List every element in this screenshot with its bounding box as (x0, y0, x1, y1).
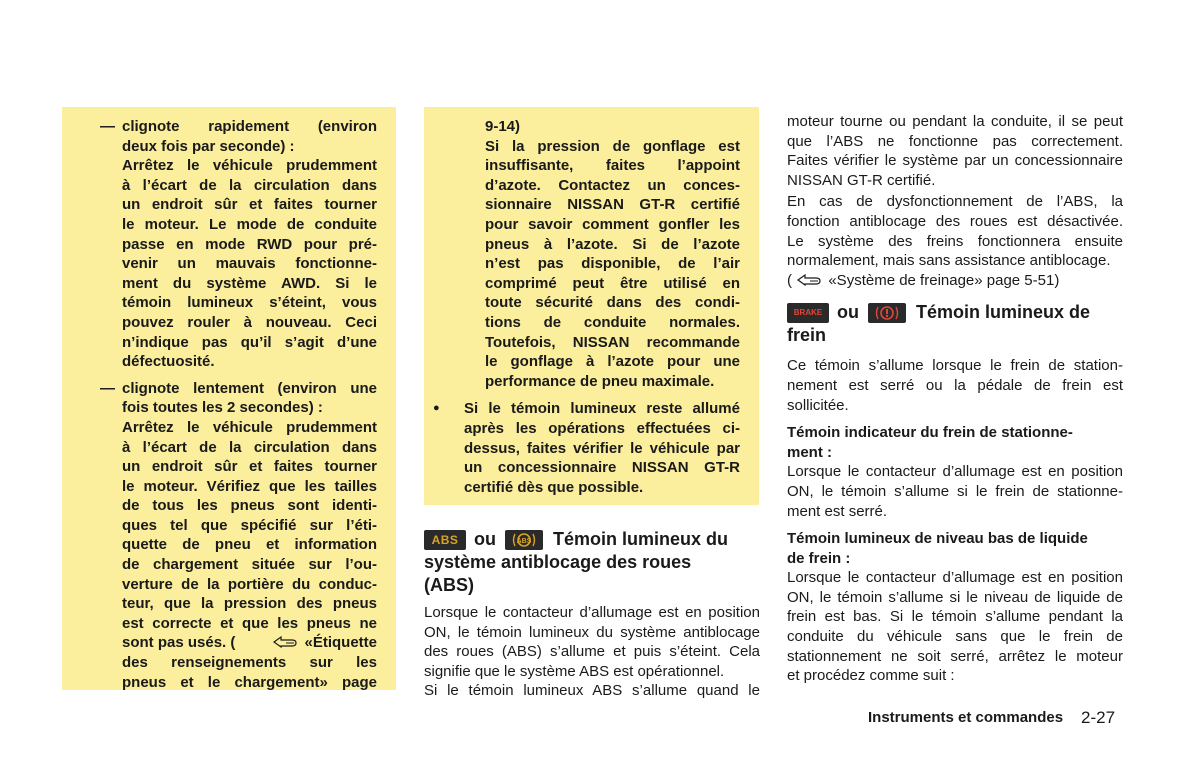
abs-warning-icon (505, 530, 543, 550)
text-line: n’indique pas qu’il s’agit d’une (122, 333, 377, 351)
abs-warning-icon: ABS (424, 530, 466, 550)
heading-title: Témoin lumineux du (553, 529, 729, 549)
reference-hand-icon (272, 635, 300, 649)
text-line: comprimé peut être utilisé en (485, 274, 740, 292)
text-fragment: «Système de freinage» page 5-51) (828, 271, 1060, 289)
text-line: conduite du véhicule sans que le frein de (787, 628, 1123, 646)
heading-ou: ou (474, 529, 496, 549)
text-line: clignote rapidement (environ (122, 118, 377, 135)
brake-warning-icon: BRAKE (787, 303, 829, 323)
text-line: des roues (ABS) s’allume et puis s’éteint. Cela (424, 643, 760, 661)
abs-section-heading (424, 528, 764, 597)
text-line: Si le témoin lumineux reste allumé (464, 400, 740, 418)
text-line: Lorsque le contacteur d’allumage est en position (787, 569, 1123, 587)
text-line: à l’écart de la circulation dans (122, 176, 377, 194)
text-line: un endroit sûr et faites tourner (122, 458, 377, 476)
column-right (787, 112, 1123, 686)
paragraph (787, 568, 1123, 686)
column-left (62, 117, 377, 692)
text-line: pneus à l’azote. Si de l’azote (485, 235, 740, 253)
text-line: pneus et le chargement» page (122, 673, 377, 691)
heading-title: Témoin lumineux de (916, 302, 1091, 323)
subheading (787, 529, 1123, 568)
brake-section-heading (787, 301, 1123, 347)
text-line: de frein : (787, 549, 851, 567)
text-line: quette de pneu et information (122, 536, 377, 554)
paragraph (787, 356, 1123, 415)
text-line: Si le témoin lumineux ABS s’allume quand le (424, 682, 760, 700)
text-line-with-ref (122, 633, 377, 653)
text-line: passe en mode RWD pour pré- (122, 235, 377, 253)
text-line: tions de conduite normales. (485, 313, 740, 331)
text-line: ment : (787, 443, 832, 461)
text-line: moteur tourne ou pendant la conduite, il se peut (787, 113, 1123, 130)
text-line: des renseignements sur les (122, 654, 377, 672)
text-line: le gonflage à l’azote pour une (485, 353, 740, 371)
text-line: stationnement ne soit serré, arrêtez le moteur (787, 647, 1123, 665)
text-line: nement est serré ou la pédale de frein est (787, 376, 1123, 394)
text-line: Le système des freins fonctionnera ensuite (787, 232, 1123, 250)
text-line: est correcte et que les pneus ne (122, 614, 377, 632)
text-line: Lorsque le contacteur d’allumage est en position (424, 604, 760, 621)
text-line: défectuosité. (122, 353, 215, 371)
text-line: certifié dès que possible. (464, 478, 644, 496)
text-line: ON, le témoin s’allume si le niveau de liquide de (787, 588, 1123, 606)
text-line: toute sécurité dans des condi- (485, 294, 740, 312)
text-line: Témoin indicateur du frein de stationne- (787, 424, 1073, 442)
list-item (62, 379, 377, 693)
dash-marker: — (100, 379, 115, 397)
footer-section-title: Instruments et commandes (868, 709, 1064, 726)
text-line-with-ref (787, 271, 1123, 291)
text-line: Ce témoin s’allume lorsque le frein de station- (787, 357, 1123, 375)
text-line: fonction antiblocage des roues est désactivée. (787, 212, 1123, 230)
text-line: d’azote. Contactez un conces- (485, 176, 740, 194)
text-line: deux fois par seconde) : (122, 137, 295, 155)
text-line: le moteur. Vérifiez que les tailles (122, 477, 377, 495)
text-line: que l’ABS ne fonctionne pas correctement. (787, 132, 1123, 150)
text-line: Arrêtez le véhicule prudemment (122, 157, 377, 175)
text-line: ON, le témoin s’allume si le frein de stationne- (787, 482, 1123, 500)
text-line: verture de la portière du conduc- (122, 575, 377, 593)
text-line: à l’écart de la circulation dans (122, 438, 377, 456)
text-line: ment du système AWD. Si le (122, 274, 377, 292)
paragraph (787, 192, 1123, 290)
bullet-marker: ● (433, 402, 440, 415)
text-line: ON, le témoin lumineux du système antiblocage (424, 623, 760, 641)
text-line: ment est serré. (787, 502, 888, 520)
text-line: Témoin lumineux de niveau bas de liquide (787, 530, 1088, 548)
svg-text:ABS: ABS (516, 537, 532, 545)
text-line: 9-14) (485, 118, 521, 135)
text-line: fois toutes les 2 secondes) : (122, 399, 323, 417)
text-line: frein est bas. Si le témoin s’allume pendant la (787, 608, 1123, 626)
heading-line (787, 301, 1123, 324)
text-line: de tous les pneus sont identi- (122, 497, 377, 515)
text-line: Si la pression de gonflage est (485, 137, 740, 155)
bullet-item (424, 399, 740, 497)
text-line: témoin lumineux s’éteint, vous (122, 294, 377, 312)
text-line: En cas de dysfonctionnement de l’ABS, la (787, 193, 1123, 211)
text-line: le moteur. Le mode de conduite (122, 215, 377, 233)
reference-hand-icon (796, 273, 824, 287)
text-line: insuffisante, faites l’appoint (485, 157, 740, 175)
text-line: dessus, faites vérifier le véhicule par (464, 439, 740, 457)
text-fragment: «Étiquette (304, 634, 377, 652)
text-line: de chargement située sur l’ou- (122, 556, 377, 574)
text-line: pour savoir comment gonfler les (485, 215, 740, 233)
column-middle (424, 117, 740, 497)
text-line: teur, que la pression des pneus (122, 595, 377, 613)
text-line: sollicitée. (787, 396, 849, 414)
heading-line: frein (787, 325, 827, 346)
text-line: n’est pas disponible, de l’air (485, 255, 740, 273)
heading-line: système antiblocage des roues (424, 552, 692, 572)
text-line: clignote lentement (environ une (122, 379, 377, 397)
list-item (62, 117, 377, 372)
paragraph (787, 462, 1123, 521)
brake-warning-icon (868, 303, 906, 323)
text-line: un endroit sûr et faites tourner (122, 196, 377, 214)
dash-marker: — (100, 118, 115, 135)
text-line: performance de pneu maximale. (485, 372, 715, 390)
page-number: 2-27 (1081, 708, 1116, 727)
text-line: normalement, mais sans assistance antiblocage. (787, 252, 1111, 270)
heading-line: (ABS) (424, 575, 474, 595)
ref-group (272, 633, 377, 653)
text-line: après les opérations effectuées ci- (464, 419, 740, 437)
text-line: Lorsque le contacteur d’allumage est en position (787, 463, 1123, 481)
text-line: ques tel que spécifié sur l’éti- (122, 516, 377, 534)
continued-text (424, 117, 740, 391)
text-line: pouvez rouler à nouveau. Ceci (122, 313, 377, 331)
text-line: signifie que le système ABS est opérationnel. (424, 662, 725, 680)
text-fragment: sont pas usés. ( (122, 634, 236, 652)
text-line: NISSAN GT-R certifié. (787, 171, 936, 189)
subheading (787, 423, 1123, 462)
abs-paragraph (424, 603, 760, 701)
text-line: Arrêtez le véhicule prudemment (122, 418, 377, 436)
text-line: Faites vérifier le système par un concessionnaire (787, 152, 1123, 170)
text-line: venir un mauvais fonctionne- (122, 255, 377, 273)
text-line: un concessionnaire NISSAN GT-R (464, 459, 740, 477)
text-line: sionnaire NISSAN GT-R certifié (485, 196, 740, 214)
heading-line (424, 528, 764, 551)
text-line: Toutefois, NISSAN recommande (485, 333, 740, 351)
text-line: et procédez comme suit : (787, 667, 955, 685)
heading-ou: ou (837, 302, 859, 323)
text-fragment: ( (787, 271, 792, 289)
